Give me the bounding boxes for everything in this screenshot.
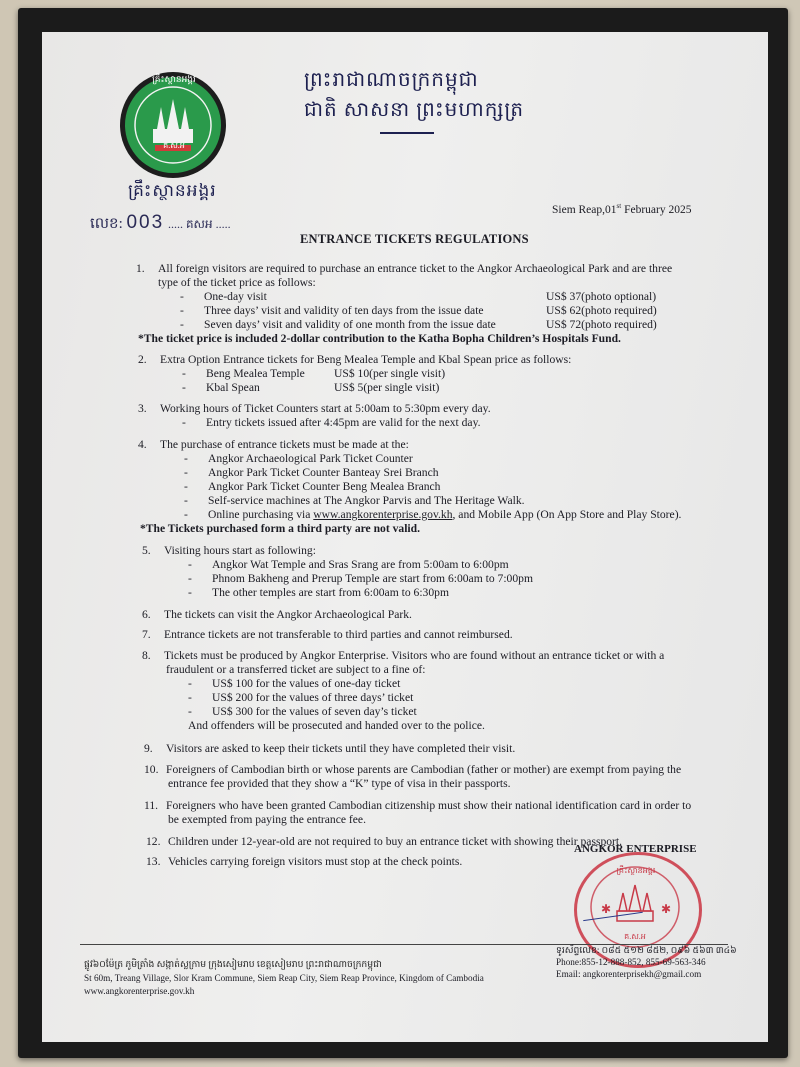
sub-text: US$ 200 for the values of three days’ ticket [212,691,414,704]
stamp-text-bottom: គ.ស.អ [624,932,646,941]
item-4-sub-1 [184,452,413,466]
temple-emblem-icon [125,77,221,173]
dash: - [182,367,186,380]
footer-email: Email: angkorenterprisekh@gmail.com [556,969,702,979]
dash: - [180,290,184,303]
dash: - [180,304,184,317]
website-link[interactable]: www.angkorenterprise.gov.kh [313,508,453,521]
item-9-text: Visitors are asked to keep their tickets until they have completed their visit. [166,742,516,755]
sub-text: , and Mobile App (On App Store and Play Store). [452,508,682,521]
dash: - [184,452,188,465]
item-10-text: Foreigners of Cambodian birth or whose parents are Cambodian (father or mother) are exempt from paying the [166,763,682,776]
dash: - [184,508,188,521]
item-1-note: *The ticket price is included 2-dollar contribution to the Katha Bopha Children’s Hospitals Fund. [138,332,621,345]
item-12-number: 12. [146,835,161,848]
issue-date [552,202,691,216]
dash: - [180,318,184,331]
item-2-line-1 [138,353,571,367]
item-13-number: 13. [146,855,161,868]
item-8-sub-3 [188,705,417,719]
footer-address-kh: ផ្លូវ៦០ម៉ែត្រ ភូមិត្រាំង សង្កាត់ស្លក្រាម ក្រុងសៀមរាប ខេត្តសៀមរាប ព្រះរាជាណាចក្រកម្ពុជា [84,959,382,969]
dash: - [182,381,186,394]
item-6-line-1 [142,608,412,622]
item-1-text: All foreign visitors are required to purchase an entrance ticket to the Angkor Archaeological Park and are three [158,262,673,275]
item-11-line-1 [144,799,691,813]
item-2-option-2 [182,381,260,395]
logo-text-top: គ្រឹះស្ថានអង្គរ [152,74,196,84]
item-12-line-1 [146,835,622,849]
ref-suffix: ..... គសអ ..... [167,217,231,231]
item-5-sub-2 [188,572,533,586]
sub-text: Online purchasing via [208,508,314,521]
item-4-sub-2 [184,466,439,480]
item-1-option-1 [180,290,267,304]
item-4-note: *The Tickets purchased form a third party are not valid. [140,522,420,535]
dash: - [188,691,192,704]
sub-text: Phnom Bakheng and Prerup Temple are start from 6:00am to 7:00pm [212,572,533,585]
sub-text: US$ 300 for the values of seven day’s ticket [212,705,417,718]
sub-text: Angkor Park Ticket Counter Banteay Srei Branch [208,466,439,479]
item-8-text: Tickets must be produced by Angkor Enterprise. Visitors who are found without an entrance ticket or with a [164,649,665,662]
svg-text:✱: ✱ [601,902,612,916]
signatory-name: ANGKOR ENTERPRISE [574,843,697,855]
item-3-number: 3. [138,402,147,415]
sub-text: US$ 100 for the values of one-day ticket [212,677,401,690]
item-11-line-2: be exempted from paying the entrance fee. [168,813,366,826]
item-7-number: 7. [142,628,151,641]
dash: - [184,494,188,507]
logo-text-bottom: គ.ស.អ [163,141,185,150]
item-2-price-2: US$ 5(per single visit) [334,381,440,394]
item-10-number: 10. [144,763,159,776]
dash: - [188,677,192,690]
date-sup: st [616,202,622,210]
item-3-line-1 [138,402,491,416]
option-label: Seven days’ visit and validity of one month from the issue date [204,318,496,331]
item-11-text: Foreigners who have been granted Cambodian citizenship must show their national identification card in order to [166,799,692,812]
svg-text:✱: ✱ [661,902,672,916]
dash: - [188,586,192,599]
item-5-text: Visiting hours start as following: [164,544,316,557]
item-5-number: 5. [142,544,151,557]
dash: - [188,705,192,718]
item-5-line-1 [142,544,316,558]
nation-motto-kh: ជាតិ សាសនា ព្រះមហាក្សត្រ [304,99,525,121]
item-13-text: Vehicles carrying foreign visitors must stop at the check points. [168,855,463,868]
item-4-line-1 [138,438,409,452]
dash: - [184,480,188,493]
reference-number [90,212,231,236]
item-2-number: 2. [138,353,147,366]
stamp-text-top: គ្រឹះស្ថានអង្គរ [616,866,656,875]
item-3-text: Working hours of Ticket Counters start at 5:00am to 5:30pm every day. [160,402,491,415]
item-3-sub-1 [182,416,481,430]
dash: - [182,416,186,429]
item-7-text: Entrance tickets are not transferable to third parties and cannot reimbursed. [164,628,513,641]
footer-phone-kh: ទូរស័ព្ទលេខ: ០៨៥ ៥១២ ៨៥២, ០៩៦ ៥៦៣ ៣៤៦ [556,945,737,955]
sub-text: Angkor Park Ticket Counter Beng Mealea Branch [208,480,441,493]
item-2-text: Extra Option Entrance tickets for Beng Mealea Temple and Kbal Spean price as follows: [160,353,572,366]
item-1-number: 1. [136,262,145,275]
angkor-enterprise-logo [120,72,226,178]
item-4-number: 4. [138,438,147,451]
item-5-sub-1 [188,558,509,572]
option-label: Three days’ visit and validity of ten days from the issue date [204,304,484,317]
item-5-sub-3 [188,586,449,600]
item-9-number: 9. [144,742,153,755]
ref-label: លេខ: [90,216,123,232]
item-8-line-1 [142,649,664,663]
kingdom-title-kh: ព្រះរាជាណាចក្រកម្ពុជា [304,69,479,91]
item-8-line-3: And offenders will be prosecuted and handed over to the police. [188,719,485,732]
item-4-sub-5 [184,508,681,522]
dash: - [184,466,188,479]
item-8-number: 8. [142,649,151,662]
dash: - [188,558,192,571]
item-8-line-2: fraudulent or a transferred ticket are subject to a fine of: [166,663,426,676]
sub-text: Angkor Archaeological Park Ticket Counter [208,452,413,465]
item-1-price-1: US$ 37(photo optional) [546,290,657,303]
sub-text: Entry tickets issued after 4:45pm are valid for the next day. [206,416,481,429]
item-1-line-2: type of the ticket price as follows: [158,276,316,289]
item-1-option-3 [180,318,496,332]
item-1-line-1 [136,262,672,276]
item-10-line-2: entrance fee provided that they show a “K” type of visa in their passports. [168,777,511,790]
option-label: Beng Mealea Temple [206,367,305,380]
item-6-text: The tickets can visit the Angkor Archaeological Park. [164,608,412,621]
date-rest: February 2025 [621,203,692,216]
footer-website[interactable]: www.angkorenterprise.gov.kh [84,986,195,996]
item-1-price-3: US$ 72(photo required) [546,318,657,331]
footer-phone: Phone:855-12-888-852, 855-69-563-346 [556,957,706,967]
date-place: Siem Reap,01 [552,203,617,216]
ref-value: 003 [126,212,165,233]
item-4-sub-4 [184,494,525,508]
item-4-sub-3 [184,480,440,494]
sub-text: The other temples are start from 6:00am to 6:30pm [212,586,449,599]
item-9-line-1 [144,742,515,756]
item-2-option-1 [182,367,305,381]
item-8-sub-1 [188,677,400,691]
header-divider [380,132,434,134]
item-8-sub-2 [188,691,413,705]
item-13-line-1 [146,855,462,869]
item-10-line-1 [144,763,681,777]
item-6-number: 6. [142,608,151,621]
item-12-text: Children under 12-year-old are not required to buy an entrance ticket with showing their passport. [168,835,623,848]
sub-text: Self-service machines at The Angkor Parvis and The Heritage Walk. [208,494,525,507]
footer-address-en: St 60m, Treang Village, Slor Kram Commune, Siem Reap City, Siem Reap Province, Kingdom of Cambodia [84,973,484,983]
dash: - [188,572,192,585]
notice-sheet [42,32,768,1042]
item-7-line-1 [142,628,513,642]
item-4-text: The purchase of entrance tickets must be made at the: [160,438,409,451]
option-label: Kbal Spean [206,381,260,394]
item-2-price-1: US$ 10(per single visit) [334,367,446,380]
item-1-price-2: US$ 62(photo required) [546,304,657,317]
document-title: ENTRANCE TICKETS REGULATIONS [300,232,529,246]
sub-text: Angkor Wat Temple and Sras Srang are from 5:00am to 6:00pm [212,558,509,571]
item-1-option-2 [180,304,484,318]
option-label: One-day visit [204,290,267,303]
org-name-kh: គ្រឹះស្ថានអង្គរ [128,181,217,200]
item-11-number: 11. [144,799,159,812]
